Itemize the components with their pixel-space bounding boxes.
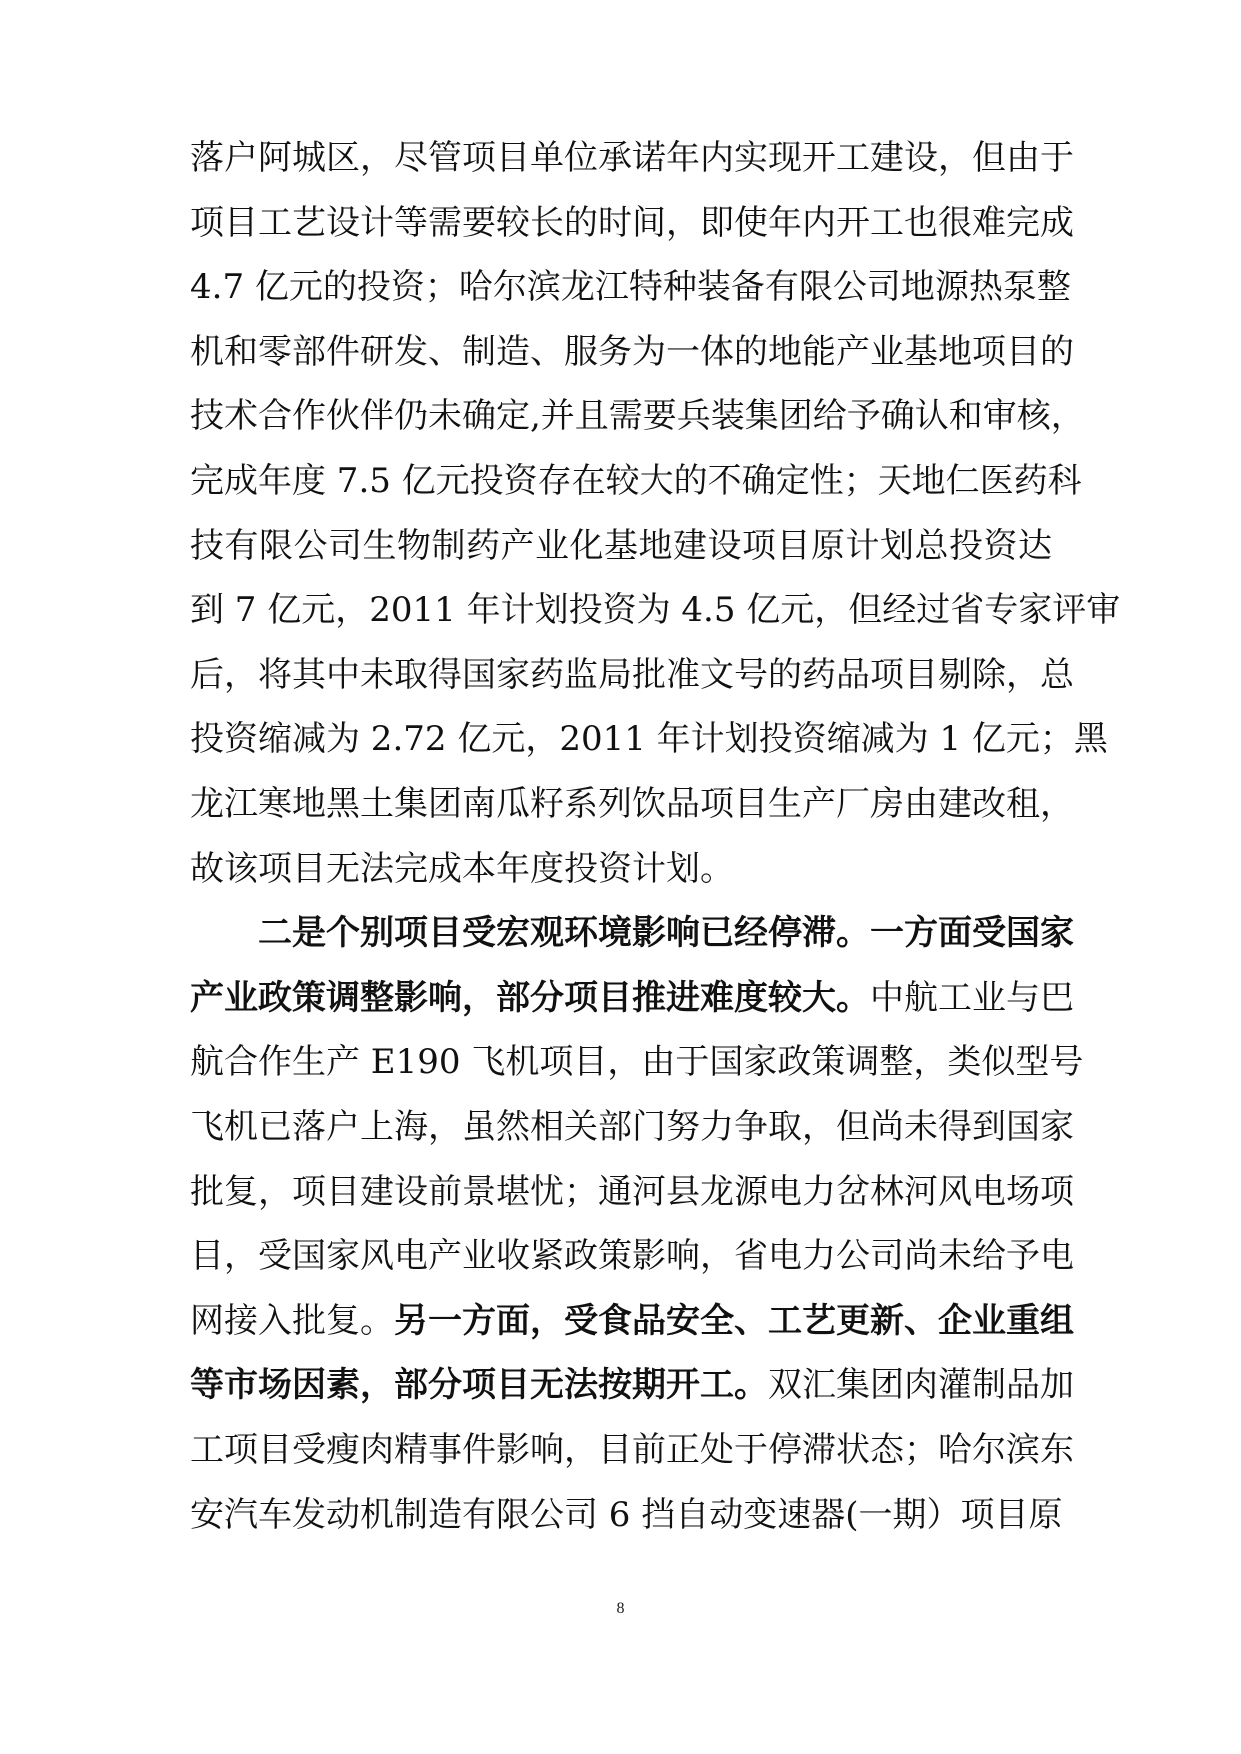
text-line: 项目工艺设计等需要较长的时间，即使年内开工也很难完成 xyxy=(190,202,1074,243)
text-line: 后，将其中未取得国家药监局批准文号的药品项目剔除，总 xyxy=(190,654,1074,695)
text-line: 技有限公司生物制药产业化基地建设项目原计划总投资达 xyxy=(190,525,1052,566)
page-number: 8 xyxy=(616,1600,625,1617)
text-line: 目，受国家风电产业收紧政策影响，省电力公司尚未给予电 xyxy=(190,1236,1074,1277)
text-line: 故该项目无法完成本年度投资计划。 xyxy=(190,848,734,889)
text-line-mixed xyxy=(190,1353,1074,1417)
bold-phrase: 等市场因素，部分项目无法按期开工。 xyxy=(190,1365,768,1406)
text-span: 双汇集团肉灌制品加 xyxy=(768,1365,1074,1406)
text-line-mixed xyxy=(190,966,1074,1030)
text-line: 龙江寒地黑土集团南瓜籽系列饮品项目生产厂房由建改租， xyxy=(190,784,1074,824)
text-line-mixed xyxy=(190,1289,1074,1353)
paragraph-heading-line: 二是个别项目受宏观环境影响已经停滞。一方面受国家 xyxy=(258,913,1074,954)
bold-phrase: 另一方面，受食品安全、工艺更新、企业重组 xyxy=(394,1300,1074,1341)
text-line: 投资缩减为 2.72 亿元，2011 年计划投资缩减为 1 亿元；黑 xyxy=(190,719,1108,760)
text-line: 批复，项目建设前景堪忧；通河县龙源电力岔林河风电场项 xyxy=(190,1171,1074,1212)
bold-phrase: 产业政策调整影响，部分项目推进难度较大。 xyxy=(190,977,870,1018)
text-line: 4.7 亿元的投资；哈尔滨龙江特种装备有限公司地源热泵整 xyxy=(190,267,1071,308)
text-line: 机和零部件研发、制造、服务为一体的地能产业基地项目的 xyxy=(190,331,1074,372)
text-line: 工项目受瘦肉精事件影响，目前正处于停滞状态；哈尔滨东 xyxy=(190,1430,1074,1470)
text-line: 安汽车发动机制造有限公司 6 挡自动变速器(一期）项目原 xyxy=(190,1494,1063,1535)
text-line: 完成年度 7.5 亿元投资存在较大的不确定性；天地仁医药科 xyxy=(190,461,1082,501)
text-line: 落户阿城区，尽管项目单位承诺年内实现开工建设，但由于 xyxy=(190,138,1074,178)
text-line: 到 7 亿元，2011 年计划投资为 4.5 亿元，但经过省专家评审 xyxy=(190,590,1121,631)
text-span: 网接入批复。 xyxy=(190,1300,394,1341)
text-line: 飞机已落户上海，虽然相关部门努力争取，但尚未得到国家 xyxy=(190,1107,1074,1147)
text-line: 航合作生产 E190 飞机项目，由于国家政策调整，类似型号 xyxy=(190,1042,1084,1083)
text-span: 中航工业与巴 xyxy=(870,977,1074,1018)
text-line: 技术合作伙伴仍未确定,并且需要兵装集团给予确认和审核， xyxy=(190,396,1085,437)
